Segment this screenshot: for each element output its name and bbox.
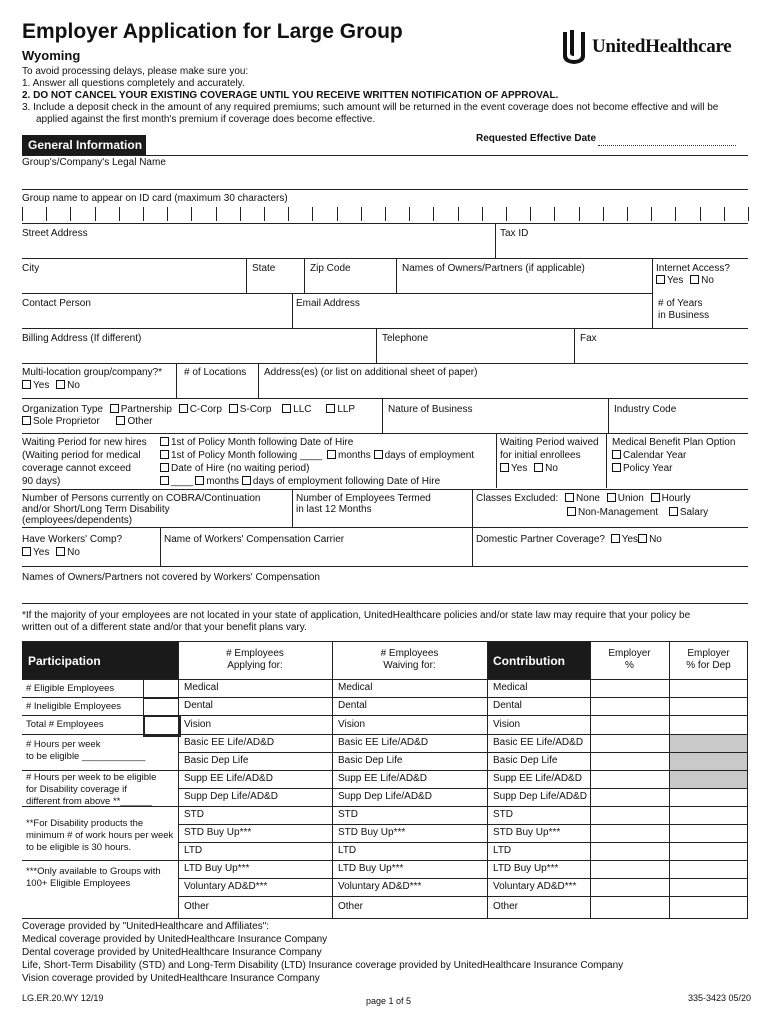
legal-name-label: Group's/Company's Legal Name [22, 157, 166, 168]
applying-row-label: Supp EE Life/AD&D [184, 773, 273, 784]
billing-address-label: Billing Address (If different) [22, 333, 142, 344]
organization-type-row: Organization Type Partnership C-Corp S-Corp LLC LLP [22, 404, 356, 415]
instruction-3: 3. Include a deposit check in the amount of any required premiums; such amount will be returned in the event coverage does not become effective and will be [22, 102, 719, 113]
id-card-char-divider [264, 207, 265, 221]
coverage-line-4: Life, Short-Term Disability (STD) and Long-Term Disability (LTD) Insurance coverage provided by UnitedHealthcare Insurance Company [22, 960, 624, 971]
page-number: page 1 of 5 [366, 996, 412, 1006]
waiving-row-label: Supp Dep Life/AD&D [338, 791, 432, 802]
zip-code-label: Zip Code [310, 263, 351, 274]
organization-type-row-2: Sole Proprietor Other [22, 416, 153, 428]
row-divider [178, 715, 748, 716]
applying-row-label: Medical [184, 682, 219, 693]
workers-comp-yes-checkbox[interactable] [22, 547, 31, 556]
class-union-checkbox[interactable] [607, 493, 616, 502]
row-divider [178, 734, 748, 735]
waiving-row-label: STD Buy Up*** [338, 827, 406, 838]
id-card-character-boxes[interactable] [22, 207, 748, 221]
id-card-name-label: Group name to appear on ID card (maximum 30 characters) [22, 193, 288, 204]
instruction-3-cont: applied against the first month's premium if coverage does become effective. [36, 114, 376, 125]
waiting-option-4-days-checkbox[interactable] [242, 476, 251, 485]
city-label: City [22, 263, 40, 274]
waiting-option-3-checkbox[interactable] [160, 463, 169, 472]
id-card-char-divider [119, 207, 120, 221]
classes-excluded-row-2: Non-Management Salary [567, 507, 708, 519]
fax-label: Fax [580, 333, 597, 344]
general-information-header: General Information [22, 135, 146, 155]
waiving-row-label: STD [338, 809, 358, 820]
waiving-row-label: Dental [338, 700, 367, 711]
contribution-row-label: Other [493, 901, 519, 912]
contribution-row-label: STD Buy Up*** [493, 827, 561, 838]
multi-location-label: Multi-location group/company?* [22, 367, 163, 378]
class-hourly-checkbox[interactable] [651, 493, 660, 502]
legal-name-field[interactable] [22, 189, 748, 190]
hours-per-week-label-1: # Hours per week [26, 739, 101, 750]
waiting-option-2: 1st of Policy Month following ____ months days of employment [160, 450, 474, 462]
contribution-row-label: LTD Buy Up*** [493, 863, 559, 874]
industry-code-label: Industry Code [614, 404, 677, 415]
contribution-row-label: Basic EE Life/AD&D [493, 737, 584, 748]
left-divider [22, 806, 178, 807]
internet-access-label: Internet Access? [656, 263, 730, 274]
id-card-char-divider [675, 207, 676, 221]
id-card-char-divider [724, 207, 725, 221]
waiting-option-4: ____ months days of employment following Date of Hire [160, 476, 440, 488]
owners-partners-label: Names of Owners/Partners (if applicable) [402, 263, 585, 274]
coverage-line-2: Medical coverage provided by UnitedHealthcare Insurance Company [22, 934, 328, 945]
row-divider [178, 788, 748, 789]
waiting-option-3: Date of Hire (no waiting period) [160, 463, 309, 475]
waived-label-2: for initial enrollees [500, 450, 581, 461]
internet-no-checkbox[interactable] [690, 275, 699, 284]
disability-note-3: to be eligible is 30 hours. [26, 842, 132, 853]
addresses-label: Address(es) (or list on additional sheet of paper) [264, 367, 478, 378]
waiving-row-label: Supp EE Life/AD&D [338, 773, 427, 784]
disability-hours-label-3: different from above **______ [26, 796, 153, 807]
waiting-option-1: 1st of Policy Month following Date of Hire [160, 437, 353, 449]
applying-row-label: Dental [184, 700, 213, 711]
employees-termed-label-2: in last 12 Months [296, 504, 372, 515]
id-card-char-divider [191, 207, 192, 221]
id-card-char-divider [22, 207, 23, 221]
id-card-char-divider [748, 207, 749, 221]
c-corp-checkbox[interactable] [179, 404, 188, 413]
nature-of-business-label: Nature of Business [388, 404, 473, 415]
contribution-row-label: Medical [493, 682, 528, 693]
waiting-option-2-checkbox[interactable] [160, 450, 169, 459]
left-divider [22, 734, 178, 735]
waiving-row-label: Vision [338, 719, 366, 730]
state-name: Wyoming [22, 48, 81, 63]
applying-row-label: LTD [184, 845, 203, 856]
contribution-row-label: Supp Dep Life/AD&D [493, 791, 587, 802]
years-in-business-label-2: in Business [658, 310, 710, 321]
state-label: State [252, 263, 276, 274]
left-divider [22, 770, 178, 771]
participation-header: Participation [28, 654, 101, 668]
contribution-row-label: LTD [493, 845, 512, 856]
disability-hours-label-2: for Disability coverage if [26, 784, 127, 795]
waived-yes-checkbox[interactable] [500, 463, 509, 472]
id-card-char-divider [312, 207, 313, 221]
waiting-period-label-3: coverage cannot exceed [22, 463, 131, 474]
form-code: 335-3423 05/20 [688, 993, 752, 1003]
waiving-row-label: LTD Buy Up*** [338, 863, 404, 874]
id-card-char-divider [361, 207, 362, 221]
waiting-period-label-4: 90 days) [22, 476, 61, 487]
telephone-label: Telephone [382, 333, 429, 344]
class-non-management-checkbox[interactable] [567, 507, 576, 516]
years-in-business-label-1: # of Years [658, 298, 703, 309]
id-card-char-divider [700, 207, 701, 221]
policy-year-option: Policy Year [612, 463, 672, 475]
employer-dep-header-2: % for Dep [686, 660, 731, 671]
waived-no-checkbox[interactable] [534, 463, 543, 472]
number-of-locations-label: # of Locations [184, 367, 247, 378]
contact-person-label: Contact Person [22, 298, 91, 309]
waiting-option-4-checkbox[interactable] [160, 476, 169, 485]
domestic-no-checkbox[interactable] [638, 534, 647, 543]
workers-comp-options: Yes No [22, 547, 80, 559]
applying-row-label: Basic Dep Life [184, 755, 249, 766]
policy-year-checkbox[interactable] [612, 463, 621, 472]
hours-per-week-label-2: to be eligible ____________ [26, 751, 146, 762]
coverage-line-1: Coverage provided by "UnitedHealthcare and Affiliates": [22, 921, 270, 932]
internet-yes-checkbox[interactable] [656, 275, 665, 284]
row-divider [178, 697, 748, 698]
row-divider [178, 806, 748, 807]
applying-row-label: Other [184, 901, 210, 912]
applying-row-label: Basic EE Life/AD&D [184, 737, 275, 748]
id-card-char-divider [70, 207, 71, 221]
applying-row-label: Supp Dep Life/AD&D [184, 791, 278, 802]
waiting-days-checkbox[interactable] [374, 450, 383, 459]
applying-header-2: Applying for: [227, 660, 283, 671]
waiting-period-label-1: Waiting Period for new hires [22, 437, 147, 448]
waived-options: Yes No [500, 463, 558, 475]
eligible-employees-field[interactable] [143, 679, 179, 699]
coverage-line-5: Vision coverage provided by UnitedHealthcare Insurance Company [22, 973, 320, 984]
disability-note-2: minimum # of work hours per week [26, 830, 174, 841]
row-divider [178, 878, 748, 879]
id-card-char-divider [458, 207, 459, 221]
email-address-label: Email Address [296, 298, 360, 309]
waiving-row-label: Medical [338, 682, 373, 693]
other-org-checkbox[interactable] [116, 416, 125, 425]
id-card-char-divider [482, 207, 483, 221]
disability-hours-label-1: # Hours per week to be eligible [26, 772, 157, 783]
id-card-char-divider [167, 207, 168, 221]
waiving-row-label: LTD [338, 845, 357, 856]
waiting-option-4-months-checkbox[interactable] [195, 476, 204, 485]
employer-pct-header-1: Employer [608, 648, 651, 659]
not-covered-field[interactable] [22, 603, 748, 604]
ineligible-employees-field[interactable] [143, 697, 179, 717]
id-card-char-divider [554, 207, 555, 221]
waiving-row-label: Other [338, 901, 364, 912]
id-card-char-divider [530, 207, 531, 221]
multi-location-no-checkbox[interactable] [56, 380, 65, 389]
cobra-label-3: (employees/dependents) [22, 515, 133, 526]
employer-pct-header-2: % [625, 660, 634, 671]
calendar-year-checkbox[interactable] [612, 450, 621, 459]
participation-table [22, 641, 748, 918]
internet-access-options: Yes No [656, 275, 714, 287]
id-card-char-divider [603, 207, 604, 221]
row-divider [178, 770, 748, 771]
total-employees-label: Total # Employees [26, 719, 104, 730]
calendar-year-option: Calendar Year [612, 450, 686, 462]
contribution-header: Contribution [493, 654, 565, 668]
left-divider [22, 715, 178, 716]
row-divider [178, 860, 748, 861]
id-card-char-divider [143, 207, 144, 221]
row-divider [178, 842, 748, 843]
id-card-char-divider [385, 207, 386, 221]
domestic-yes-checkbox[interactable] [611, 534, 620, 543]
requested-effective-date-field[interactable] [598, 145, 736, 146]
cobra-label-1: Number of Persons currently on COBRA/Continuation [22, 493, 261, 504]
waiting-months-checkbox[interactable] [327, 450, 336, 459]
llp-checkbox[interactable] [326, 404, 335, 413]
row-divider [178, 752, 748, 753]
sole-proprietor-checkbox[interactable] [22, 416, 31, 425]
id-card-char-divider [506, 207, 507, 221]
applying-row-label: STD [184, 809, 204, 820]
contribution-row-label: Vision [493, 719, 521, 730]
logo-mark-icon [560, 28, 588, 66]
contribution-row-label: Supp EE Life/AD&D [493, 773, 582, 784]
id-card-char-divider [95, 207, 96, 221]
cobra-label-2: and/or Short/Long Term Disability [22, 504, 170, 515]
contribution-row-label: STD [493, 809, 513, 820]
logo-text: UnitedHealthcare [592, 36, 732, 57]
ineligible-employees-label: # Ineligible Employees [26, 701, 122, 712]
eligible-employees-label: # Eligible Employees [26, 683, 115, 694]
availability-note-1: ***Only available to Groups with [26, 866, 161, 877]
id-card-char-divider [627, 207, 628, 221]
class-none-checkbox[interactable] [565, 493, 574, 502]
contribution-row-label: Dental [493, 700, 522, 711]
domestic-partner-row: Domestic Partner Coverage? Yes No [476, 534, 662, 545]
id-card-char-divider [337, 207, 338, 221]
waiving-header-2: Waiving for: [383, 660, 436, 671]
employees-termed-label-1: Number of Employees Termed [296, 493, 431, 504]
id-card-char-divider [216, 207, 217, 221]
carrier-label: Name of Workers' Compensation Carrier [164, 534, 345, 545]
id-card-char-divider [46, 207, 47, 221]
multi-location-options: Yes No [22, 380, 80, 392]
availability-note-2: 100+ Eligible Employees [26, 878, 131, 889]
waiving-row-label: Voluntary AD&D*** [338, 881, 422, 892]
employer-dep-header-1: Employer [687, 648, 730, 659]
disability-note-1: **For Disability products the [26, 818, 144, 829]
waiving-header-1: # Employees [380, 648, 439, 659]
applying-row-label: Voluntary AD&D*** [184, 881, 268, 892]
plan-option-label: Medical Benefit Plan Option [612, 437, 736, 448]
left-divider [22, 860, 178, 861]
waiting-period-label-2: (Waiting period for medical [22, 450, 141, 461]
footnote-line-1: *If the majority of your employees are not located in your state of application, UnitedHealthcare policies and/or state law may require that your policy be [22, 610, 691, 621]
intro-text: To avoid processing delays, please make sure you: [22, 66, 249, 77]
waived-label-1: Waiting Period waived [500, 437, 599, 448]
applying-header-1: # Employees [226, 648, 284, 659]
tax-id-label: Tax ID [500, 228, 529, 239]
instruction-2: 2. DO NOT CANCEL YOUR EXISTING COVERAGE UNTIL YOU RECEIVE WRITTEN NOTIFICATION OF APPROVAL. [22, 90, 559, 101]
not-covered-label: Names of Owners/Partners not covered by Workers' Compensation [22, 572, 320, 583]
applying-row-label: Vision [184, 719, 212, 730]
form-id: LG.ER.20.WY 12/19 [22, 993, 104, 1003]
contribution-row-label: Basic Dep Life [493, 755, 558, 766]
id-card-char-divider [288, 207, 289, 221]
contribution-row-label: Voluntary AD&D*** [493, 881, 577, 892]
waiting-option-1-checkbox[interactable] [160, 437, 169, 446]
applying-row-label: STD Buy Up*** [184, 827, 252, 838]
form-title: Employer Application for Large Group [22, 20, 403, 43]
instruction-1: 1. Answer all questions completely and accurately. [22, 78, 245, 89]
llc-checkbox[interactable] [282, 404, 291, 413]
id-card-char-divider [240, 207, 241, 221]
street-address-label: Street Address [22, 228, 88, 239]
id-card-char-divider [579, 207, 580, 221]
footnote-line-2: written out of a different state and/or that your benefit plans vary. [22, 622, 307, 633]
waiving-row-label: Basic EE Life/AD&D [338, 737, 429, 748]
street-address-field[interactable] [22, 258, 748, 259]
left-divider [22, 697, 178, 698]
requested-effective-date-label: Requested Effective Date [476, 133, 597, 144]
workers-comp-label: Have Workers' Comp? [22, 534, 123, 545]
coverage-line-3: Dental coverage provided by UnitedHealthcare Insurance Company [22, 947, 322, 958]
classes-excluded-row: Classes Excluded: None Union Hourly [476, 493, 691, 504]
multi-location-yes-checkbox[interactable] [22, 380, 31, 389]
row-divider [178, 824, 748, 825]
id-card-char-divider [409, 207, 410, 221]
partnership-checkbox[interactable] [110, 404, 119, 413]
row-divider [178, 896, 748, 897]
id-card-char-divider [433, 207, 434, 221]
waiving-row-label: Basic Dep Life [338, 755, 403, 766]
workers-comp-no-checkbox[interactable] [56, 547, 65, 556]
company-logo [560, 28, 750, 68]
s-corp-checkbox[interactable] [229, 404, 238, 413]
applying-row-label: LTD Buy Up*** [184, 863, 250, 874]
class-salary-checkbox[interactable] [669, 507, 678, 516]
id-card-char-divider [651, 207, 652, 221]
